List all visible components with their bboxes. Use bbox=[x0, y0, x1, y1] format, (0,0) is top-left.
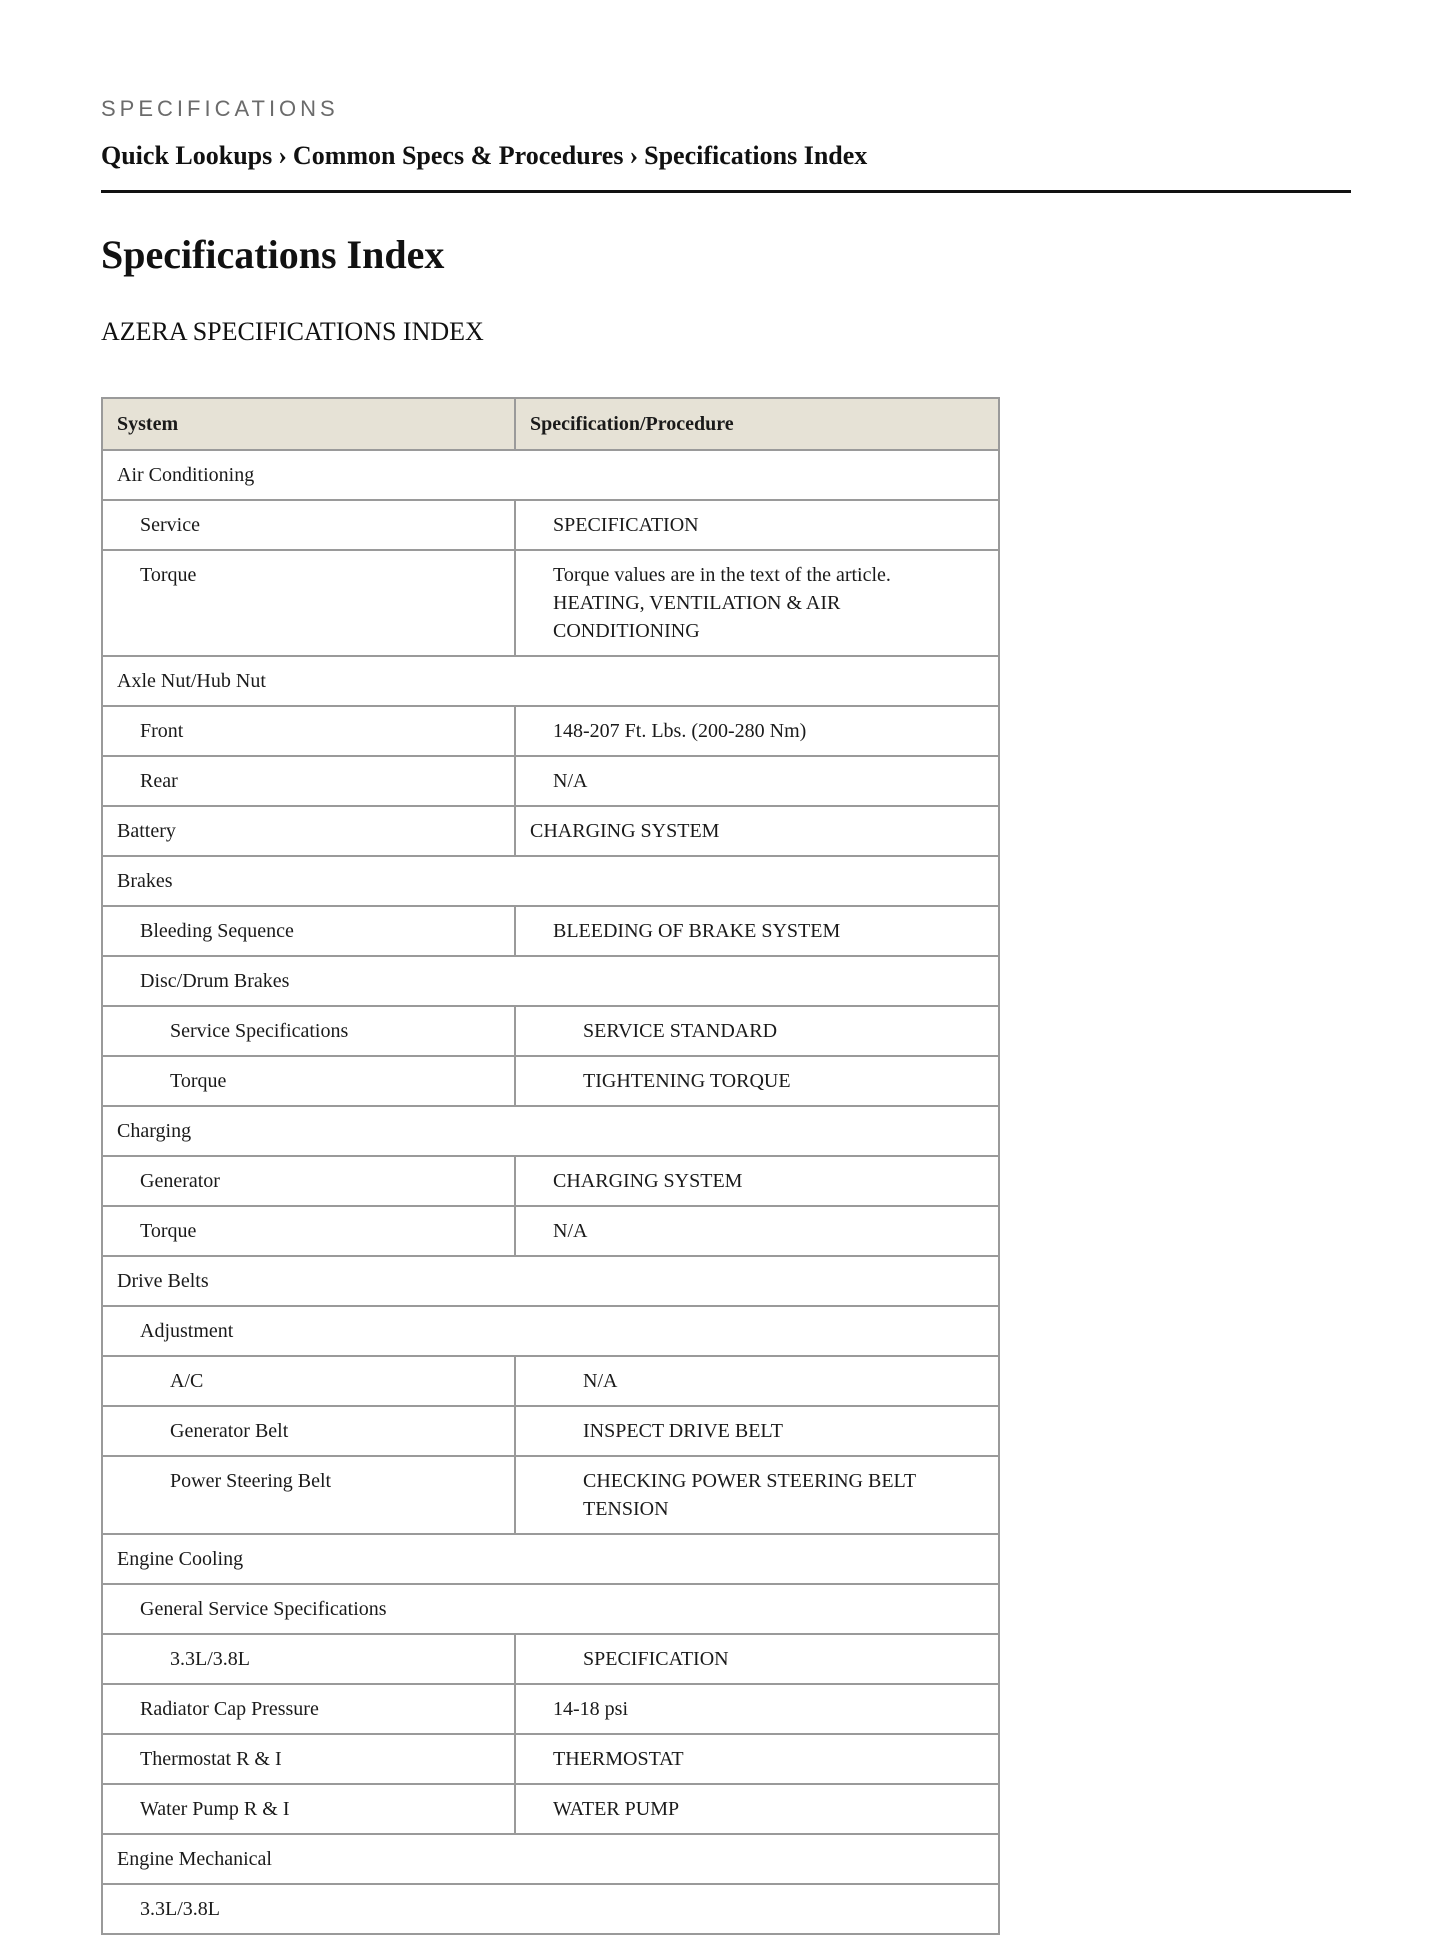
system-cell: Generator bbox=[102, 1156, 515, 1206]
table-row bbox=[102, 1456, 999, 1534]
table-row bbox=[102, 1684, 999, 1734]
table-row bbox=[102, 1834, 999, 1884]
specification-cell[interactable]: N/A bbox=[515, 756, 999, 806]
table-row bbox=[102, 906, 999, 956]
breadcrumb-item-common-specs[interactable]: Common Specs & Procedures bbox=[292, 141, 624, 170]
section-eyebrow: SPECIFICATIONS bbox=[101, 96, 339, 121]
table-row bbox=[102, 1784, 999, 1834]
system-cell: Service Specifications bbox=[102, 1006, 515, 1056]
specification-cell[interactable]: CHECKING POWER STEERING BELT TENSION bbox=[515, 1456, 999, 1534]
system-cell: Front bbox=[102, 706, 515, 756]
table-row bbox=[102, 1884, 999, 1934]
system-cell: 3.3L/3.8L bbox=[102, 1634, 515, 1684]
specification-cell[interactable]: SPECIFICATION bbox=[515, 500, 999, 550]
system-cell: Water Pump R & I bbox=[102, 1784, 515, 1834]
table-row bbox=[102, 1356, 999, 1406]
column-header-system: System bbox=[102, 398, 515, 450]
page-subtitle: AZERA SPECIFICATIONS INDEX bbox=[101, 317, 484, 346]
table-row bbox=[102, 706, 999, 756]
system-cell: Bleeding Sequence bbox=[102, 906, 515, 956]
specification-cell[interactable]: CHARGING SYSTEM bbox=[515, 806, 999, 856]
table-body bbox=[102, 450, 999, 1934]
system-cell: Torque bbox=[102, 550, 515, 656]
specification-cell[interactable]: BLEEDING OF BRAKE SYSTEM bbox=[515, 906, 999, 956]
system-cell: Generator Belt bbox=[102, 1406, 515, 1456]
table-row bbox=[102, 1634, 999, 1684]
table-row bbox=[102, 656, 999, 706]
table-row bbox=[102, 806, 999, 856]
specification-cell[interactable]: N/A bbox=[515, 1356, 999, 1406]
breadcrumb-separator: › bbox=[629, 141, 639, 170]
table-row bbox=[102, 1306, 999, 1356]
header-divider bbox=[101, 190, 1351, 193]
table-row bbox=[102, 500, 999, 550]
system-cell: Radiator Cap Pressure bbox=[102, 1684, 515, 1734]
table-row bbox=[102, 1056, 999, 1106]
breadcrumb-item-specifications-index: Specifications Index bbox=[644, 141, 868, 170]
table-row bbox=[102, 1206, 999, 1256]
specification-cell[interactable]: SERVICE STANDARD bbox=[515, 1006, 999, 1056]
table-row bbox=[102, 856, 999, 906]
page-title: Specifications Index bbox=[101, 232, 445, 277]
specification-cell[interactable]: 14-18 psi bbox=[515, 1684, 999, 1734]
table-row bbox=[102, 756, 999, 806]
table-row bbox=[102, 956, 999, 1006]
system-cell: Battery bbox=[102, 806, 515, 856]
specification-cell[interactable]: SPECIFICATION bbox=[515, 1634, 999, 1684]
breadcrumb-item-quick-lookups[interactable]: Quick Lookups bbox=[101, 141, 273, 170]
specification-cell[interactable]: INSPECT DRIVE BELT bbox=[515, 1406, 999, 1456]
system-cell: 3.3L/3.8L bbox=[102, 1884, 999, 1934]
breadcrumb bbox=[101, 136, 1351, 176]
system-cell: Axle Nut/Hub Nut bbox=[102, 656, 999, 706]
table-row bbox=[102, 1256, 999, 1306]
table-row bbox=[102, 1534, 999, 1584]
system-cell: Thermostat R & I bbox=[102, 1734, 515, 1784]
system-cell: Service bbox=[102, 500, 515, 550]
breadcrumb-separator: › bbox=[278, 141, 287, 170]
table-row bbox=[102, 1584, 999, 1634]
table-row bbox=[102, 1106, 999, 1156]
system-cell: Torque bbox=[102, 1056, 515, 1106]
table-row bbox=[102, 1406, 999, 1456]
specification-cell[interactable]: Torque values are in the text of the article. HEATING, VENTILATION & AIR CONDITIONING bbox=[515, 550, 999, 656]
system-cell: A/C bbox=[102, 1356, 515, 1406]
specification-cell[interactable]: WATER PUMP bbox=[515, 1784, 999, 1834]
system-cell: Disc/Drum Brakes bbox=[102, 956, 999, 1006]
specification-cell[interactable]: TIGHTENING TORQUE bbox=[515, 1056, 999, 1106]
system-cell: Rear bbox=[102, 756, 515, 806]
system-cell: Charging bbox=[102, 1106, 999, 1156]
specification-cell[interactable]: THERMOSTAT bbox=[515, 1734, 999, 1784]
specification-cell[interactable]: N/A bbox=[515, 1206, 999, 1256]
system-cell: Adjustment bbox=[102, 1306, 999, 1356]
table-row bbox=[102, 1734, 999, 1784]
specifications-table bbox=[101, 397, 1000, 1935]
table-header-row bbox=[102, 398, 999, 450]
system-cell: Power Steering Belt bbox=[102, 1456, 515, 1534]
system-cell: General Service Specifications bbox=[102, 1584, 999, 1634]
system-cell: Brakes bbox=[102, 856, 999, 906]
table-row bbox=[102, 550, 999, 656]
specification-cell[interactable]: CHARGING SYSTEM bbox=[515, 1156, 999, 1206]
specification-cell[interactable]: 148-207 Ft. Lbs. (200-280 Nm) bbox=[515, 706, 999, 756]
system-cell: Torque bbox=[102, 1206, 515, 1256]
system-cell: Air Conditioning bbox=[102, 450, 999, 500]
column-header-specification: Specification/Procedure bbox=[515, 398, 999, 450]
table-row bbox=[102, 1006, 999, 1056]
system-cell: Engine Cooling bbox=[102, 1534, 999, 1584]
system-cell: Drive Belts bbox=[102, 1256, 999, 1306]
table-row bbox=[102, 450, 999, 500]
table-row bbox=[102, 1156, 999, 1206]
system-cell: Engine Mechanical bbox=[102, 1834, 999, 1884]
